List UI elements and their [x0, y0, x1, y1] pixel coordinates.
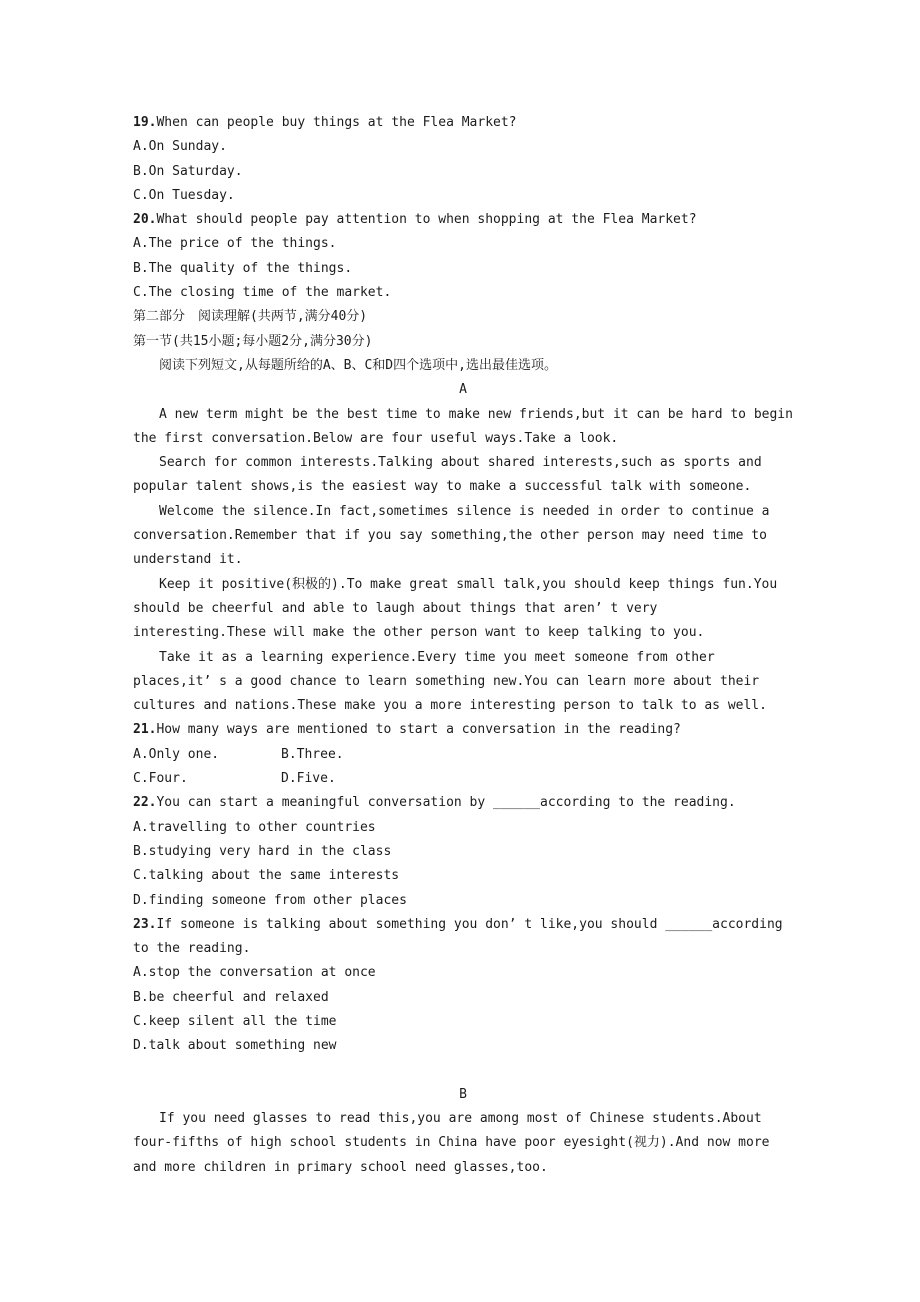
section-heading: 第二部分 阅读理解(共两节,满分40分) — [133, 309, 368, 325]
option-line: C.The closing time of the market. — [133, 285, 392, 301]
option-line: A.The price of the things. — [133, 236, 337, 252]
paragraph: Search for common interests.Talking about shared interests,such as sports and popular talent shows,is the easiest way to make a successful talk with someone. — [133, 455, 762, 495]
section-heading: 第一节(共15小题;每小题2分,满分30分) — [133, 333, 373, 349]
option-line: A.travelling to other countries — [133, 819, 376, 835]
section-letter: A — [459, 382, 467, 398]
option-line: D.finding someone from other places — [133, 892, 407, 908]
question-line: 21.How many ways are mentioned to start a conversation in the reading? — [133, 722, 681, 738]
option-text: B.Three. — [281, 746, 344, 762]
paragraph: If you need glasses to read this,you are among most of Chinese students.About four-fifths of high school students in China have poor eyesight(视力).And now more and more children in primary school need glasses,too. — [133, 1111, 770, 1175]
option-text: D.Five. — [281, 771, 336, 787]
option-line: C.On Tuesday. — [133, 187, 235, 203]
option-line: B.On Saturday. — [133, 163, 243, 179]
question-line: 23.If someone is talking about something you don’ t like,you should ______according to the reading. — [133, 916, 783, 957]
question-number: 21. — [133, 722, 157, 738]
option-line — [133, 743, 793, 767]
option-line: B.studying very hard in the class — [133, 843, 392, 859]
option-text: A.Only one. — [133, 746, 220, 762]
option-text: C.Four. — [133, 771, 188, 787]
question-number: 22. — [133, 795, 157, 811]
option-line: A.stop the conversation at once — [133, 965, 376, 981]
option-line — [133, 767, 793, 791]
option-line: A.On Sunday. — [133, 139, 227, 155]
question-number: 19. — [133, 115, 157, 130]
option-line: D.talk about something new — [133, 1038, 337, 1054]
option-line: C.talking about the same interests — [133, 868, 400, 884]
paragraph: 阅读下列短文,从每题所给的A、B、C和D四个选项中,选出最佳选项。 — [159, 357, 557, 373]
spacer — [133, 1059, 793, 1083]
option-line: C.keep silent all the time — [133, 1013, 337, 1029]
section-letter: B — [459, 1086, 467, 1102]
paragraph: Take it as a learning experience.Every time you meet someone from other places,it’ s a good chance to learn something new.You can learn more about their cultures and nations.These make you a more interesting person to talk to as well. — [133, 649, 767, 714]
option-line: B.be cheerful and relaxed — [133, 989, 329, 1005]
paragraph: A new term might be the best time to make new friends,but it can be hard to begin the first conversation.Below are four useful ways.Take a look. — [133, 406, 793, 446]
paragraph: Keep it positive(积极的).To make great small talk,you should keep things fun.You should be cheerful and able to laugh about things that aren’ t very interesting.These will make the other person want to keep talking to you. — [133, 576, 778, 641]
question-number: 20. — [133, 212, 157, 228]
question-line: 20.What should people pay attention to when shopping at the Flea Market? — [133, 212, 697, 228]
question-line: 19.When can people buy things at the Flea Market? — [133, 115, 517, 130]
document-content — [133, 111, 793, 1180]
question-line: 22.You can start a meaningful conversation by ______according to the reading. — [133, 795, 736, 811]
question-number: 23. — [133, 916, 157, 932]
option-line: B.The quality of the things. — [133, 260, 353, 276]
paragraph: Welcome the silence.In fact,sometimes silence is needed in order to continue a conversation.Remember that if you say something,the other person may need time to understand it. — [133, 503, 770, 568]
